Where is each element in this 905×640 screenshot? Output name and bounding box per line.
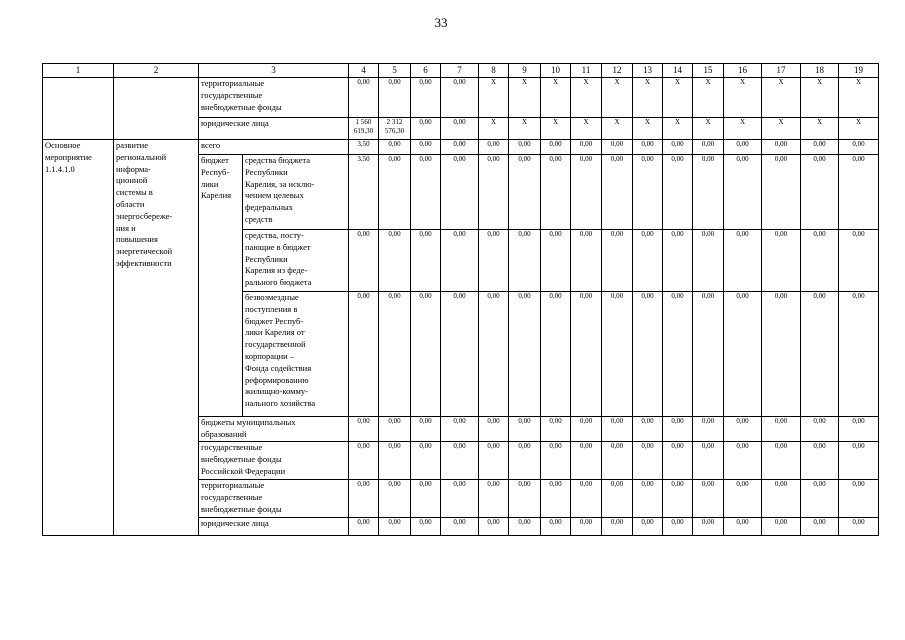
value-cell: 0,00 [349, 230, 379, 292]
value-cell: 0,00 [541, 417, 571, 442]
funding-source-label: территориальные государственные внебюджетные фонды [199, 480, 349, 518]
value-cell: 0,00 [602, 155, 633, 230]
value-cell: 0,00 [411, 155, 441, 230]
value-cell: 0,00 [633, 442, 663, 480]
value-cell: X [602, 118, 633, 140]
column-number-6: 6 [411, 64, 441, 78]
value-cell: 0,00 [633, 480, 663, 518]
value-cell: 0,00 [571, 442, 602, 480]
value-cell: 0,00 [571, 292, 602, 417]
value-cell: 0,00 [411, 140, 441, 155]
column-number-9: 9 [509, 64, 541, 78]
value-cell: 0,00 [379, 518, 411, 536]
value-cell: 0,00 [693, 480, 724, 518]
value-cell: X [541, 78, 571, 118]
value-cell: 0,00 [633, 417, 663, 442]
value-cell: 0,00 [839, 140, 879, 155]
value-cell: 0,00 [602, 417, 633, 442]
table-row [43, 78, 879, 118]
value-cell: 3,50 [349, 155, 379, 230]
value-cell: 0,00 [479, 155, 509, 230]
value-cell: 0,00 [839, 417, 879, 442]
activity-description: развитие региональной информа- ционной системы в области энергосбереже- ния и повышения энергетической эффективности [114, 140, 199, 536]
value-cell: 0,00 [762, 140, 801, 155]
column-number-4: 4 [349, 64, 379, 78]
column-number-12: 12 [602, 64, 633, 78]
value-cell: 0,00 [479, 230, 509, 292]
value-cell: 0,00 [724, 292, 762, 417]
value-cell: 0,00 [693, 292, 724, 417]
value-cell: 2 312 576,30 [379, 118, 411, 140]
value-cell: 0,00 [509, 140, 541, 155]
activity-code: Основное мероприятие 1.1.4.1.0 [43, 140, 114, 536]
value-cell: 3,50 [349, 140, 379, 155]
value-cell: 0,00 [541, 155, 571, 230]
value-cell: 0,00 [839, 480, 879, 518]
value-cell: 0,00 [801, 442, 839, 480]
value-cell: 0,00 [762, 292, 801, 417]
value-cell: 0,00 [509, 442, 541, 480]
value-cell: X [479, 78, 509, 118]
value-cell: 0,00 [633, 230, 663, 292]
funding-source-label: всего [199, 140, 349, 155]
funding-source-label: государственные внебюджетные фонды Российской Федерации [199, 442, 349, 480]
value-cell: 0,00 [541, 518, 571, 536]
value-cell: 0,00 [801, 417, 839, 442]
value-cell: X [762, 118, 801, 140]
value-cell: 0,00 [441, 417, 479, 442]
value-cell: 0,00 [663, 417, 693, 442]
value-cell: 0,00 [411, 417, 441, 442]
value-cell: 0,00 [801, 292, 839, 417]
value-cell: 0,00 [693, 230, 724, 292]
value-cell: 0,00 [441, 78, 479, 118]
value-cell: 0,00 [663, 230, 693, 292]
funding-source-label: бюджеты муниципальных образований [199, 417, 349, 442]
value-cell: 0,00 [379, 155, 411, 230]
column-number-15: 15 [693, 64, 724, 78]
value-cell: 0,00 [349, 442, 379, 480]
value-cell: 0,00 [663, 292, 693, 417]
value-cell: 0,00 [801, 155, 839, 230]
value-cell: 0,00 [411, 230, 441, 292]
value-cell: X [762, 78, 801, 118]
value-cell: 0,00 [801, 518, 839, 536]
value-cell: 0,00 [509, 292, 541, 417]
value-cell: 0,00 [762, 480, 801, 518]
value-cell: 0,00 [441, 442, 479, 480]
value-cell: 0,00 [693, 417, 724, 442]
value-cell: 0,00 [541, 140, 571, 155]
funding-source-label: средства бюджета Республики Карелия, за исклю- чением целевых федеральных средств [243, 155, 349, 230]
column-number-1: 1 [43, 64, 114, 78]
value-cell: 0,00 [441, 140, 479, 155]
value-cell: 0,00 [571, 518, 602, 536]
value-cell: 0,00 [411, 442, 441, 480]
value-cell: 0,00 [479, 140, 509, 155]
value-cell: X [633, 118, 663, 140]
header-row [43, 64, 879, 78]
value-cell: 0,00 [602, 140, 633, 155]
column-number-7: 7 [441, 64, 479, 78]
value-cell: 0,00 [379, 442, 411, 480]
budget-group-label: бюджет Респуб- лики Карелия [199, 155, 243, 417]
value-cell: 0,00 [541, 292, 571, 417]
funding-source-label: территориальные государственные внебюджетные фонды [199, 78, 349, 118]
value-cell: 0,00 [441, 118, 479, 140]
funding-source-label: безвозмездные поступления в бюджет Респуб- лики Карелия от государственной корпорации – Фонда содействия реформированию жилищно-комму- нального хозяйства [243, 292, 349, 417]
value-cell: X [693, 118, 724, 140]
value-cell: 0,00 [479, 417, 509, 442]
value-cell: 0,00 [762, 518, 801, 536]
value-cell: 0,00 [633, 292, 663, 417]
value-cell: 0,00 [541, 442, 571, 480]
value-cell: X [633, 78, 663, 118]
value-cell: 0,00 [762, 155, 801, 230]
value-cell: 0,00 [762, 417, 801, 442]
value-cell: 0,00 [379, 417, 411, 442]
funding-source-label: юридические лица [199, 518, 349, 536]
value-cell: 0,00 [411, 292, 441, 417]
value-cell: 0,00 [349, 480, 379, 518]
value-cell: 0,00 [441, 480, 479, 518]
value-cell: 0,00 [379, 292, 411, 417]
table-body [43, 64, 879, 536]
value-cell: 0,00 [379, 78, 411, 118]
value-cell: 0,00 [541, 480, 571, 518]
value-cell: 0,00 [479, 518, 509, 536]
empty-cell [43, 78, 114, 140]
value-cell: X [801, 118, 839, 140]
value-cell: X [839, 78, 879, 118]
value-cell: 0,00 [411, 518, 441, 536]
value-cell: 0,00 [693, 442, 724, 480]
value-cell: 0,00 [349, 78, 379, 118]
column-number-5: 5 [379, 64, 411, 78]
value-cell: 0,00 [571, 230, 602, 292]
funding-table [42, 63, 879, 536]
value-cell: X [663, 78, 693, 118]
funding-source-label: средства, посту- пающие в бюджет Республики Карелия из феде- рального бюджета [243, 230, 349, 292]
value-cell: 0,00 [663, 442, 693, 480]
value-cell: 0,00 [663, 480, 693, 518]
value-cell: X [602, 78, 633, 118]
column-number-18: 18 [801, 64, 839, 78]
column-number-14: 14 [663, 64, 693, 78]
empty-cell [114, 78, 199, 140]
value-cell: 1 560 619,30 [349, 118, 379, 140]
value-cell: X [693, 78, 724, 118]
value-cell: 0,00 [602, 292, 633, 417]
column-number-11: 11 [571, 64, 602, 78]
value-cell: 0,00 [541, 230, 571, 292]
value-cell: 0,00 [441, 230, 479, 292]
value-cell: X [509, 78, 541, 118]
value-cell: 0,00 [762, 230, 801, 292]
value-cell: X [541, 118, 571, 140]
value-cell: X [839, 118, 879, 140]
value-cell: 0,00 [663, 155, 693, 230]
value-cell: 0,00 [693, 518, 724, 536]
value-cell: 0,00 [411, 118, 441, 140]
value-cell: X [724, 118, 762, 140]
value-cell: 0,00 [693, 140, 724, 155]
value-cell: 0,00 [839, 292, 879, 417]
value-cell: 0,00 [349, 417, 379, 442]
value-cell: 0,00 [509, 155, 541, 230]
value-cell: 0,00 [479, 442, 509, 480]
value-cell: 0,00 [349, 292, 379, 417]
column-number-8: 8 [479, 64, 509, 78]
value-cell: 0,00 [441, 292, 479, 417]
value-cell: 0,00 [602, 230, 633, 292]
value-cell: 0,00 [839, 442, 879, 480]
value-cell: 0,00 [801, 230, 839, 292]
value-cell: 0,00 [839, 155, 879, 230]
funding-source-label: юридические лица [199, 118, 349, 140]
value-cell: 0,00 [801, 140, 839, 155]
value-cell: 0,00 [724, 442, 762, 480]
value-cell: 0,00 [349, 518, 379, 536]
value-cell: X [663, 118, 693, 140]
value-cell: 0,00 [839, 230, 879, 292]
value-cell: 0,00 [801, 480, 839, 518]
column-number-13: 13 [633, 64, 663, 78]
table-row [43, 140, 879, 155]
value-cell: 0,00 [379, 140, 411, 155]
value-cell: 0,00 [479, 292, 509, 417]
value-cell: 0,00 [602, 480, 633, 518]
value-cell: 0,00 [633, 140, 663, 155]
value-cell: 0,00 [724, 518, 762, 536]
value-cell: 0,00 [571, 140, 602, 155]
value-cell: 0,00 [509, 417, 541, 442]
value-cell: 0,00 [693, 155, 724, 230]
value-cell: X [509, 118, 541, 140]
column-number-10: 10 [541, 64, 571, 78]
value-cell: 0,00 [602, 442, 633, 480]
value-cell: 0,00 [633, 155, 663, 230]
value-cell: 0,00 [411, 480, 441, 518]
value-cell: 0,00 [379, 230, 411, 292]
value-cell: 0,00 [724, 155, 762, 230]
value-cell: 0,00 [633, 518, 663, 536]
value-cell: X [571, 78, 602, 118]
value-cell: 0,00 [509, 518, 541, 536]
value-cell: 0,00 [571, 417, 602, 442]
value-cell: 0,00 [724, 417, 762, 442]
value-cell: 0,00 [724, 480, 762, 518]
value-cell: 0,00 [724, 140, 762, 155]
column-number-16: 16 [724, 64, 762, 78]
value-cell: 0,00 [509, 230, 541, 292]
value-cell: 0,00 [571, 480, 602, 518]
value-cell: 0,00 [571, 155, 602, 230]
page-number: 33 [434, 15, 448, 30]
value-cell: 0,00 [379, 480, 411, 518]
value-cell: X [801, 78, 839, 118]
value-cell: 0,00 [839, 518, 879, 536]
value-cell: 0,00 [479, 480, 509, 518]
value-cell: X [571, 118, 602, 140]
value-cell: 0,00 [724, 230, 762, 292]
value-cell: X [479, 118, 509, 140]
value-cell: 0,00 [441, 518, 479, 536]
column-number-19: 19 [839, 64, 879, 78]
value-cell: 0,00 [663, 518, 693, 536]
value-cell: 0,00 [663, 140, 693, 155]
value-cell: X [724, 78, 762, 118]
value-cell: 0,00 [762, 442, 801, 480]
column-number-17: 17 [762, 64, 801, 78]
column-number-2: 2 [114, 64, 199, 78]
value-cell: 0,00 [602, 518, 633, 536]
column-number-3: 3 [199, 64, 349, 78]
value-cell: 0,00 [441, 155, 479, 230]
value-cell: 0,00 [411, 78, 441, 118]
value-cell: 0,00 [509, 480, 541, 518]
